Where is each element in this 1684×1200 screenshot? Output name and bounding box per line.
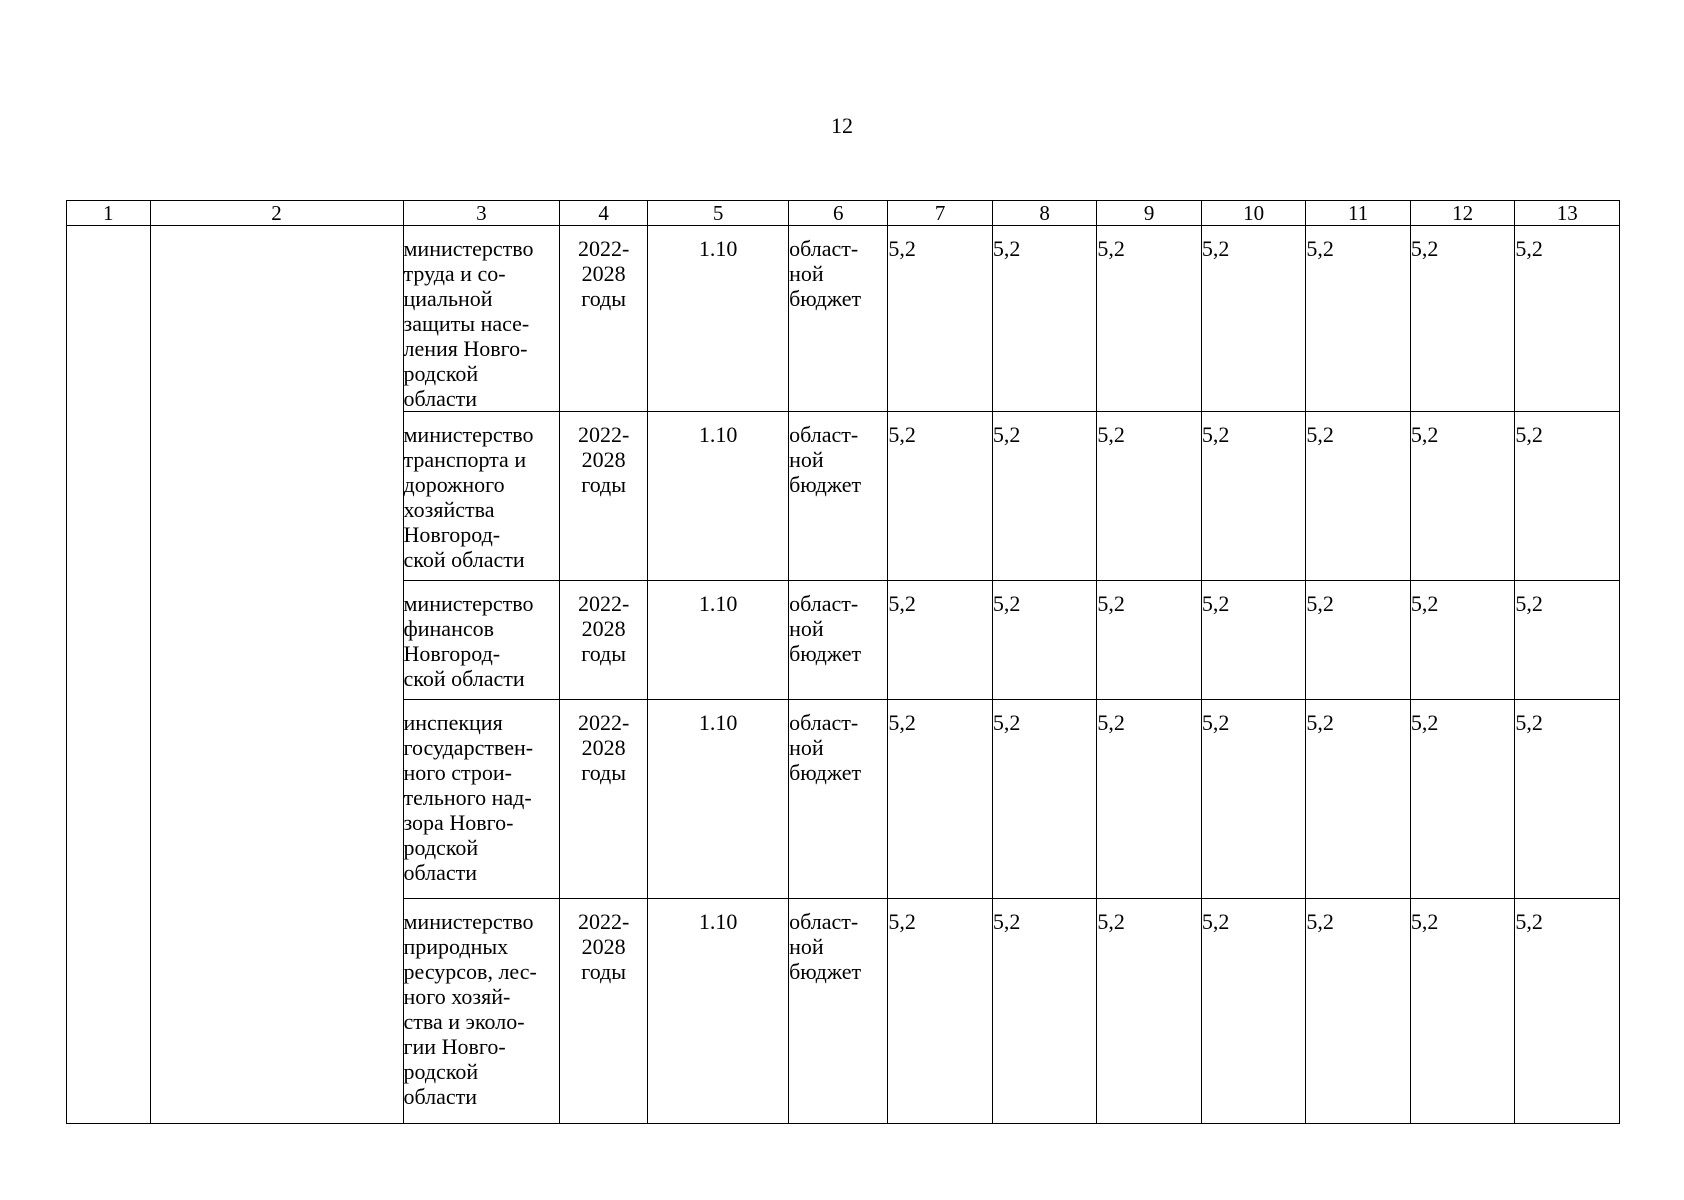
funding-source-text-line: ной bbox=[789, 934, 824, 959]
executor-text-line: финансов bbox=[403, 616, 494, 641]
value-cell: 5,2 bbox=[1306, 226, 1411, 412]
executor-text-line: министерство bbox=[403, 909, 534, 934]
page-number: 12 bbox=[831, 113, 853, 138]
column-header-5: 5 bbox=[648, 201, 789, 226]
executor-text-line: инспекция bbox=[403, 710, 503, 735]
value-cell: 5,2 bbox=[1515, 899, 1620, 1124]
table-body bbox=[67, 226, 1620, 1124]
value-cell: 5,2 bbox=[1097, 226, 1202, 412]
value-cell: 5,2 bbox=[1306, 899, 1411, 1124]
value-cell: 5,2 bbox=[992, 581, 1097, 700]
executor-text-line: ления Новго- bbox=[403, 336, 528, 361]
executor-text-line: гии Новго- bbox=[403, 1034, 506, 1059]
table-header bbox=[67, 201, 1620, 226]
value-cell: 5,2 bbox=[1097, 899, 1202, 1124]
value-cell: 5,2 bbox=[992, 226, 1097, 412]
period-cell bbox=[560, 226, 648, 412]
value-cell: 5,2 bbox=[1201, 899, 1306, 1124]
value-cell: 5,2 bbox=[1515, 412, 1620, 581]
funding-source-text-line: област- bbox=[789, 236, 859, 261]
executor-text-line: зора Новго- bbox=[403, 810, 514, 835]
period-text-line: годы bbox=[581, 959, 627, 984]
target-code-cell: 1.10 bbox=[648, 700, 789, 899]
period-cell bbox=[560, 700, 648, 899]
executor-text-line: государствен- bbox=[403, 735, 534, 760]
funding-source-text-line: ной bbox=[789, 447, 824, 472]
executor-text-line: области bbox=[403, 386, 478, 411]
column-header-8: 8 bbox=[992, 201, 1097, 226]
value-cell: 5,2 bbox=[1410, 412, 1515, 581]
measure-name-cell bbox=[150, 226, 403, 1124]
target-code-cell: 1.10 bbox=[648, 899, 789, 1124]
period-text-line: 2028 bbox=[581, 616, 626, 641]
column-header-3: 3 bbox=[403, 201, 560, 226]
value-cell: 5,2 bbox=[1201, 226, 1306, 412]
value-cell: 5,2 bbox=[1201, 700, 1306, 899]
executor-text-line: родской bbox=[403, 1059, 479, 1084]
value-cell: 5,2 bbox=[888, 226, 993, 412]
target-code-cell: 1.10 bbox=[648, 581, 789, 700]
value-cell: 5,2 bbox=[1410, 700, 1515, 899]
period-cell bbox=[560, 581, 648, 700]
executor-cell bbox=[403, 899, 560, 1124]
column-header-1: 1 bbox=[67, 201, 151, 226]
period-text-line: 2022- bbox=[577, 591, 630, 616]
executor-cell bbox=[403, 226, 560, 412]
funding-source-text-line: бюджет bbox=[789, 641, 862, 666]
executor-text-line: циальной bbox=[403, 286, 493, 311]
period-text-line: годы bbox=[581, 286, 627, 311]
column-header-7: 7 bbox=[888, 201, 993, 226]
value-cell: 5,2 bbox=[1306, 700, 1411, 899]
funding-source-text-line: бюджет bbox=[789, 286, 862, 311]
funding-source-cell bbox=[789, 700, 888, 899]
executor-text-line: ской области bbox=[403, 547, 525, 572]
value-cell: 5,2 bbox=[1201, 581, 1306, 700]
funding-source-cell bbox=[789, 412, 888, 581]
executor-text-line: министерство bbox=[403, 236, 534, 261]
value-cell: 5,2 bbox=[888, 581, 993, 700]
header-row bbox=[67, 201, 1620, 226]
period-cell bbox=[560, 412, 648, 581]
period-text-line: 2022- bbox=[577, 236, 630, 261]
executor-cell bbox=[403, 700, 560, 899]
executor-text-line: области bbox=[403, 1084, 478, 1109]
period-text-line: 2022- bbox=[577, 422, 630, 447]
executor-text-line: дорожного bbox=[403, 472, 505, 497]
value-cell: 5,2 bbox=[1410, 581, 1515, 700]
funding-source-cell bbox=[789, 226, 888, 412]
value-cell: 5,2 bbox=[992, 700, 1097, 899]
executor-text-line: тельного над- bbox=[403, 785, 532, 810]
executor-text-line: родской bbox=[403, 835, 479, 860]
executor-text-line: министерство bbox=[403, 591, 534, 616]
table-row bbox=[67, 226, 1620, 412]
value-cell: 5,2 bbox=[888, 899, 993, 1124]
executor-text-line: защиты насе- bbox=[403, 311, 530, 336]
value-cell: 5,2 bbox=[1515, 581, 1620, 700]
funding-source-text-line: бюджет bbox=[789, 959, 862, 984]
period-text-line: 2022- bbox=[577, 710, 630, 735]
funding-source-cell bbox=[789, 581, 888, 700]
value-cell: 5,2 bbox=[1097, 700, 1202, 899]
executor-text-line: Новгород- bbox=[403, 522, 501, 547]
executor-text-line: ного хозяй- bbox=[403, 984, 511, 1009]
value-cell: 5,2 bbox=[1306, 412, 1411, 581]
value-cell: 5,2 bbox=[1410, 899, 1515, 1124]
funding-source-text-line: област- bbox=[789, 422, 859, 447]
executor-text-line: ного строи- bbox=[403, 760, 512, 785]
column-header-11: 11 bbox=[1306, 201, 1411, 226]
value-cell: 5,2 bbox=[1201, 412, 1306, 581]
value-cell: 5,2 bbox=[992, 412, 1097, 581]
value-cell: 5,2 bbox=[1515, 700, 1620, 899]
funding-source-text-line: ной bbox=[789, 735, 824, 760]
executor-text-line: Новгород- bbox=[403, 641, 501, 666]
period-text-line: 2028 bbox=[581, 934, 626, 959]
value-cell: 5,2 bbox=[1410, 226, 1515, 412]
funding-source-cell bbox=[789, 899, 888, 1124]
executor-text-line: транспорта и bbox=[403, 447, 527, 472]
column-header-6: 6 bbox=[789, 201, 888, 226]
period-cell bbox=[560, 899, 648, 1124]
funding-source-text-line: ной bbox=[789, 616, 824, 641]
target-code-cell: 1.10 bbox=[648, 412, 789, 581]
executor-text-line: ской области bbox=[403, 666, 525, 691]
value-cell: 5,2 bbox=[1306, 581, 1411, 700]
value-cell: 5,2 bbox=[1097, 581, 1202, 700]
period-text-line: годы bbox=[581, 641, 627, 666]
period-text-line: 2022- bbox=[577, 909, 630, 934]
value-cell: 5,2 bbox=[1515, 226, 1620, 412]
column-header-12: 12 bbox=[1410, 201, 1515, 226]
executor-text-line: ства и эколо- bbox=[403, 1009, 525, 1034]
period-text-line: годы bbox=[581, 472, 627, 497]
period-text-line: 2028 bbox=[581, 735, 626, 760]
funding-source-text-line: област- bbox=[789, 591, 859, 616]
executor-text-line: области bbox=[403, 860, 478, 885]
target-code-cell: 1.10 bbox=[648, 226, 789, 412]
executor-text-line: природных bbox=[403, 934, 509, 959]
value-cell: 5,2 bbox=[992, 899, 1097, 1124]
number-cell bbox=[67, 226, 151, 1124]
value-cell: 5,2 bbox=[1097, 412, 1202, 581]
executor-text-line: хозяйства bbox=[403, 497, 495, 522]
executor-cell bbox=[403, 412, 560, 581]
funding-source-text-line: област- bbox=[789, 909, 859, 934]
executor-cell bbox=[403, 581, 560, 700]
executor-text-line: родской bbox=[403, 361, 479, 386]
funding-source-text-line: област- bbox=[789, 710, 859, 735]
period-text-line: годы bbox=[581, 760, 627, 785]
column-header-9: 9 bbox=[1097, 201, 1202, 226]
column-header-13: 13 bbox=[1515, 201, 1620, 226]
value-cell: 5,2 bbox=[888, 700, 993, 899]
value-cell: 5,2 bbox=[888, 412, 993, 581]
period-text-line: 2028 bbox=[581, 447, 626, 472]
budget-table bbox=[66, 200, 1620, 1124]
period-text-line: 2028 bbox=[581, 261, 626, 286]
executor-text-line: министерство bbox=[403, 422, 534, 447]
executor-text-line: ресурсов, лес- bbox=[403, 959, 537, 984]
column-header-10: 10 bbox=[1201, 201, 1306, 226]
executor-text-line: труда и со- bbox=[403, 261, 506, 286]
funding-source-text-line: бюджет bbox=[789, 760, 862, 785]
column-header-2: 2 bbox=[150, 201, 403, 226]
funding-source-text-line: ной bbox=[789, 261, 824, 286]
funding-source-text-line: бюджет bbox=[789, 472, 862, 497]
column-header-4: 4 bbox=[560, 201, 648, 226]
